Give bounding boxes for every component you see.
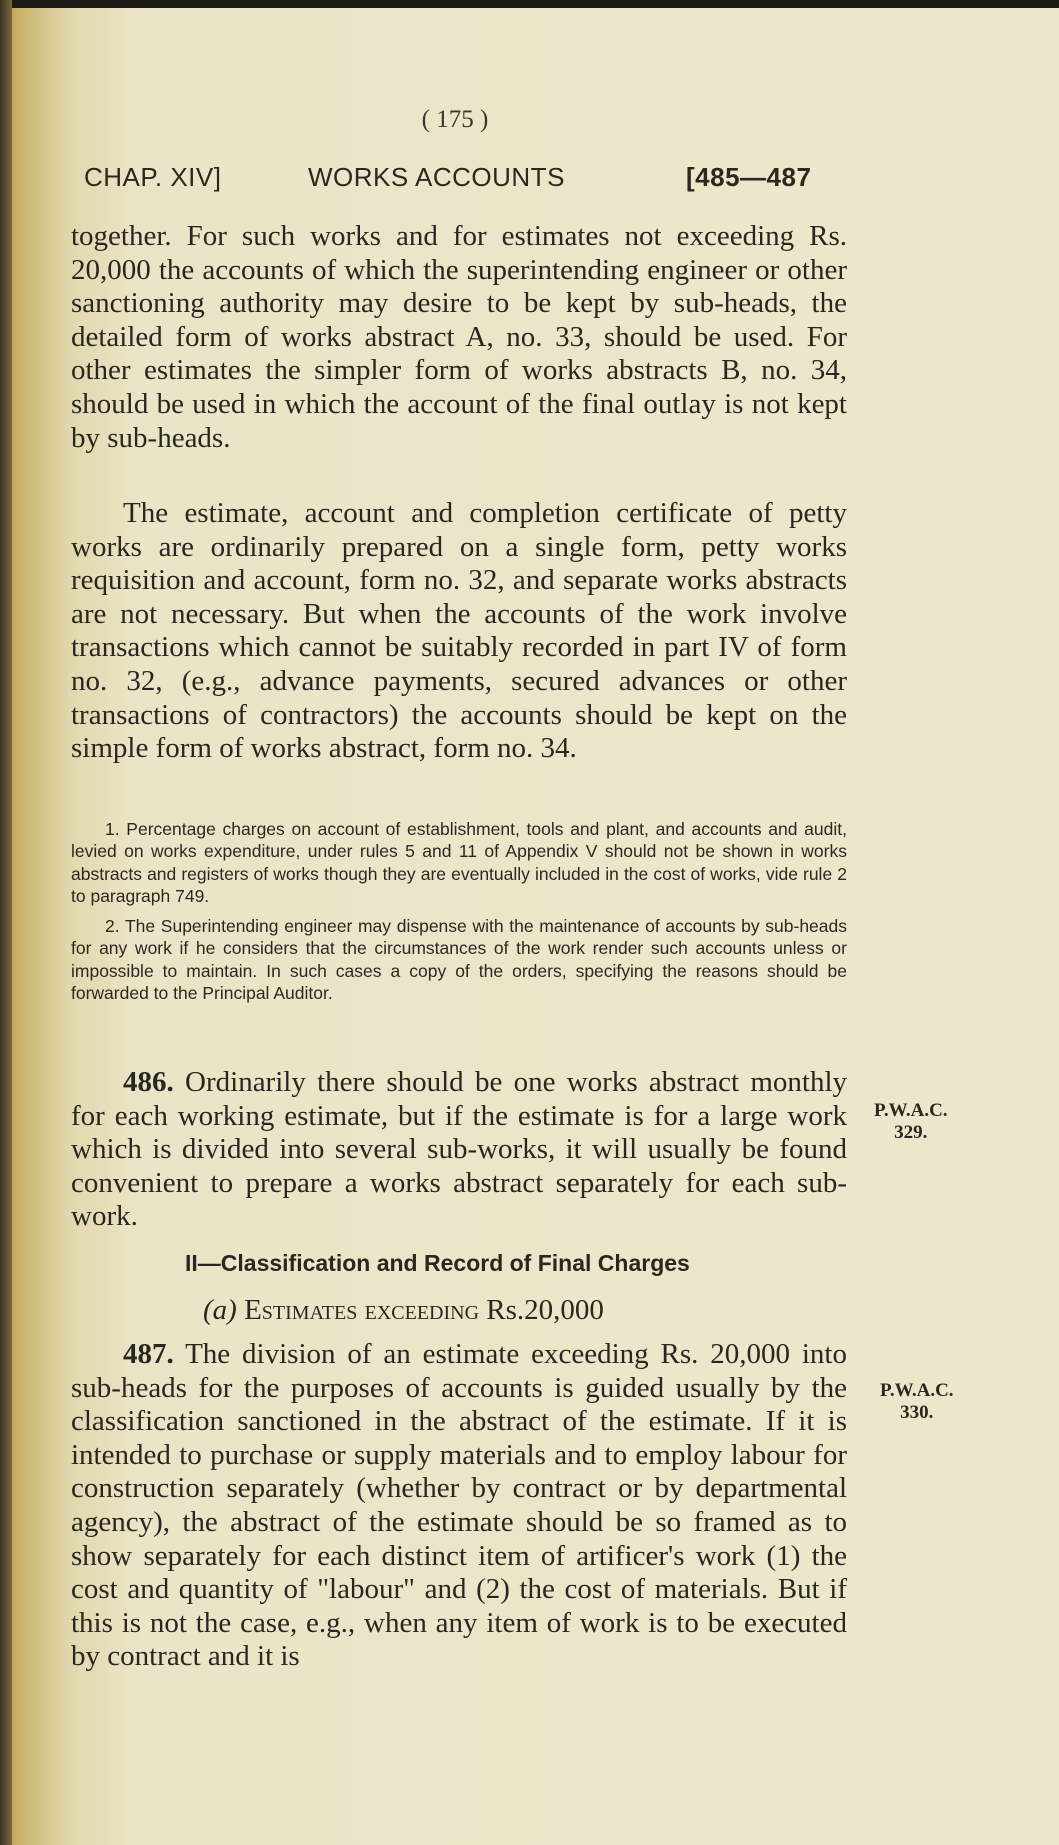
paragraph-485-continued (71, 220, 847, 455)
section-text: Ordinarily there should be one works abstract monthly for each working estimate, but if the estimate is for a large work which is divided into several sub-works, it will usually be found convenient to prepare a works abstract separately for each sub-work. (71, 1066, 848, 1233)
top-edge (0, 0, 1059, 8)
margin-ref-code: P.W.A.C. (874, 1100, 948, 1121)
paragraph-text (71, 1066, 847, 1234)
footnote-1: 1. Percentage charges on account of establishment, tools and plant, and accounts and audit, levied on works expenditure, under rules 5 and 11 of Appendix V should not be shown in works abstracts and registers of works though they are eventually included in the cost of works, vide rule 2 to paragraph 749. (71, 819, 847, 906)
section-heading: II—Classification and Record of Final Charges (185, 1250, 690, 1276)
book-spine (0, 0, 12, 1845)
subsection-label: (a) (203, 1294, 237, 1326)
paragraph-text (71, 1338, 847, 1674)
paragraph-485-second (71, 497, 847, 766)
page-number: ( 175 ) (421, 106, 489, 133)
section-text: The division of an estimate exceeding Rs. 20,000 into sub-heads for the purposes of accounts is guided usually by the classification sanctioned in the abstract of the estimate. If it is intended to purchase or supply materials and to employ labour for construction separately (whether by contract or by departmental agency), the abstract of the estimate should be so framed as to show separately for each distinct item of artificer's work (1) the cost and quantity of "labour" and (2) the cost of materials. But if this is not the case, e.g., when any item of work is to be executed by contract and it is (71, 1338, 847, 1673)
section-number: 487. (123, 1338, 174, 1370)
paragraph-487 (71, 1338, 847, 1674)
paragraph-486 (71, 1066, 847, 1234)
section-number: 486. (123, 1066, 174, 1098)
subsection-text: Estimates exceeding (244, 1294, 480, 1326)
footnotes (71, 818, 847, 1012)
margin-reference-329 (874, 1100, 948, 1144)
subsection-amount: Rs.20,000 (486, 1294, 604, 1326)
margin-ref-number: 329. (894, 1122, 928, 1143)
paragraph-text: The estimate, account and completion certificate of petty works are ordinarily prepared on a single form, petty works requisition and account, form no. 32, and separate works abstracts are not necessary. But when the accounts of the work involve transactions which cannot be suitably recorded in part IV of form no. 32, (e.g., advance payments, secured advances or other transactions of contractors) the accounts should be kept on the simple form of works abstract, form no. 34. (71, 497, 847, 765)
margin-ref-number: 330. (900, 1402, 934, 1423)
margin-reference-330 (880, 1380, 954, 1424)
paragraph-text: together. For such works and for estimates not exceeding Rs. 20,000 the accounts of which the superintending engineer or other sanctioning authority may desire to be kept by sub-heads, the detailed form of works abstract A, no. 33, should be used. For other estimates the simpler form of works abstracts B, no. 34, should be used in which the account of the final outlay is not kept by sub-heads. (71, 220, 847, 454)
running-head-range: [485—487 (686, 162, 812, 192)
subsection-heading (203, 1294, 604, 1327)
footnote-2: 2. The Superintending engineer may dispense with the maintenance of accounts by sub-heads for any work if he considers that the circumstances of the work render such accounts unless or impossible to maintain. In such cases a copy of the orders, specifying the reasons should be forwarded to the Principal Auditor. (71, 916, 847, 1004)
running-head-title: WORKS ACCOUNTS (308, 162, 565, 192)
margin-ref-code: P.W.A.C. (880, 1380, 954, 1401)
running-head-chapter: CHAP. XIV] (84, 162, 222, 192)
